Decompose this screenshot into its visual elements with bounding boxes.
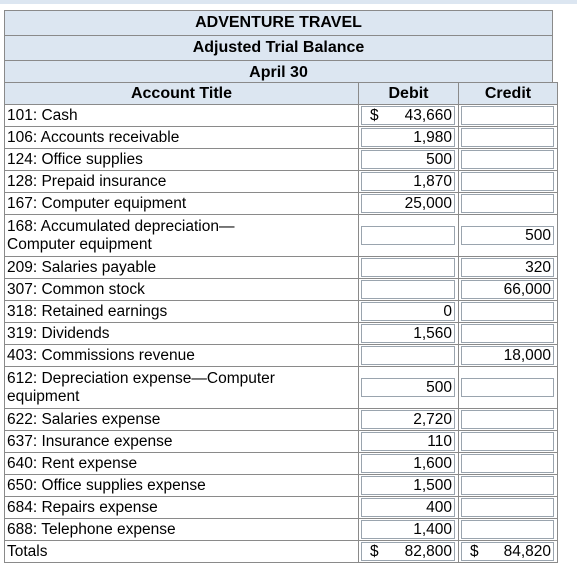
credit-input[interactable]: 18,000	[461, 346, 554, 365]
trial-balance-table	[4, 82, 558, 563]
table-row	[5, 409, 558, 431]
credit-input[interactable]: 500	[461, 226, 554, 245]
table-row	[5, 453, 558, 475]
credit-input[interactable]	[461, 378, 554, 397]
account-title: 319: Dividends	[5, 323, 359, 345]
table-row	[5, 323, 558, 345]
account-title: 106: Accounts receivable	[5, 127, 359, 149]
credit-input[interactable]	[461, 498, 554, 517]
report-title: Adjusted Trial Balance	[5, 36, 552, 61]
table-row	[5, 171, 558, 193]
company-name: ADVENTURE TRAVEL	[5, 11, 552, 36]
credit-input[interactable]	[461, 302, 554, 321]
debit-input[interactable]: 500	[361, 378, 455, 397]
table-row	[5, 301, 558, 323]
table-row	[5, 193, 558, 215]
table-row	[5, 257, 558, 279]
debit-input[interactable]: 1,500	[361, 476, 455, 495]
report-date: April 30	[249, 64, 308, 81]
debit-input[interactable]	[361, 280, 455, 299]
debit-input[interactable]: 500	[361, 150, 455, 169]
column-header-row	[5, 83, 558, 105]
debit-input[interactable]	[361, 346, 455, 365]
table-row	[5, 431, 558, 453]
table-row	[5, 215, 558, 257]
credit-input[interactable]	[461, 520, 554, 539]
account-title: 307: Common stock	[5, 279, 359, 301]
debit-input[interactable]	[361, 226, 455, 245]
total-credit-input[interactable]: $ 84,820	[461, 542, 554, 561]
report-header	[4, 10, 553, 86]
col-header-account-title: Account Title	[5, 83, 359, 105]
account-title: 209: Salaries payable	[5, 257, 359, 279]
table-row	[5, 497, 558, 519]
account-title: 650: Office supplies expense	[5, 475, 359, 497]
credit-input[interactable]	[461, 150, 554, 169]
credit-input[interactable]	[461, 454, 554, 473]
currency-symbol: $	[470, 543, 479, 560]
credit-input[interactable]	[461, 194, 554, 213]
credit-input[interactable]: 66,000	[461, 280, 554, 299]
credit-input[interactable]	[461, 106, 554, 125]
debit-input[interactable]: 400	[361, 498, 455, 517]
credit-input[interactable]	[461, 172, 554, 191]
table-row	[5, 105, 558, 127]
account-title: 128: Prepaid insurance	[5, 171, 359, 193]
debit-input[interactable]: 1,400	[361, 520, 455, 539]
currency-symbol: $	[370, 107, 379, 124]
total-debit-input[interactable]: $ 82,800	[361, 542, 455, 561]
debit-input[interactable]: $ 43,660	[361, 106, 455, 125]
debit-input[interactable]: 1,560	[361, 324, 455, 343]
account-title: 622: Salaries expense	[5, 409, 359, 431]
account-title: 612: Depreciation expense—Computer equipment	[5, 367, 359, 409]
debit-input[interactable]: 1,980	[361, 128, 455, 147]
table-row	[5, 367, 558, 409]
table-row	[5, 127, 558, 149]
debit-input[interactable]: 1,600	[361, 454, 455, 473]
account-title: 318: Retained earnings	[5, 301, 359, 323]
account-title: 124: Office supplies	[5, 149, 359, 171]
table-row	[5, 475, 558, 497]
account-title: 640: Rent expense	[5, 453, 359, 475]
debit-input[interactable]	[361, 258, 455, 277]
currency-symbol: $	[370, 543, 379, 560]
table-row	[5, 149, 558, 171]
table-row	[5, 279, 558, 301]
account-title: 101: Cash	[5, 105, 359, 127]
totals-label: Totals	[5, 541, 359, 563]
account-title: 637: Insurance expense	[5, 431, 359, 453]
account-title: 403: Commissions revenue	[5, 345, 359, 367]
col-header-credit: Credit	[459, 83, 558, 105]
credit-input[interactable]	[461, 432, 554, 451]
credit-input[interactable]	[461, 476, 554, 495]
debit-input[interactable]: 0	[361, 302, 455, 321]
account-title: 688: Telephone expense	[5, 519, 359, 541]
table-row	[5, 345, 558, 367]
col-header-debit: Debit	[359, 83, 459, 105]
top-strip	[0, 0, 577, 4]
debit-input[interactable]: 2,720	[361, 410, 455, 429]
debit-input[interactable]: 25,000	[361, 194, 455, 213]
totals-row	[5, 541, 558, 563]
credit-input[interactable]	[461, 324, 554, 343]
account-title: 167: Computer equipment	[5, 193, 359, 215]
debit-input[interactable]: 1,870	[361, 172, 455, 191]
credit-input[interactable]	[461, 128, 554, 147]
account-title: 168: Accumulated depreciation— Computer equipment	[5, 215, 359, 257]
debit-input[interactable]: 110	[361, 432, 455, 451]
credit-input[interactable]	[461, 410, 554, 429]
credit-input[interactable]: 320	[461, 258, 554, 277]
table-row	[5, 519, 558, 541]
account-title: 684: Repairs expense	[5, 497, 359, 519]
